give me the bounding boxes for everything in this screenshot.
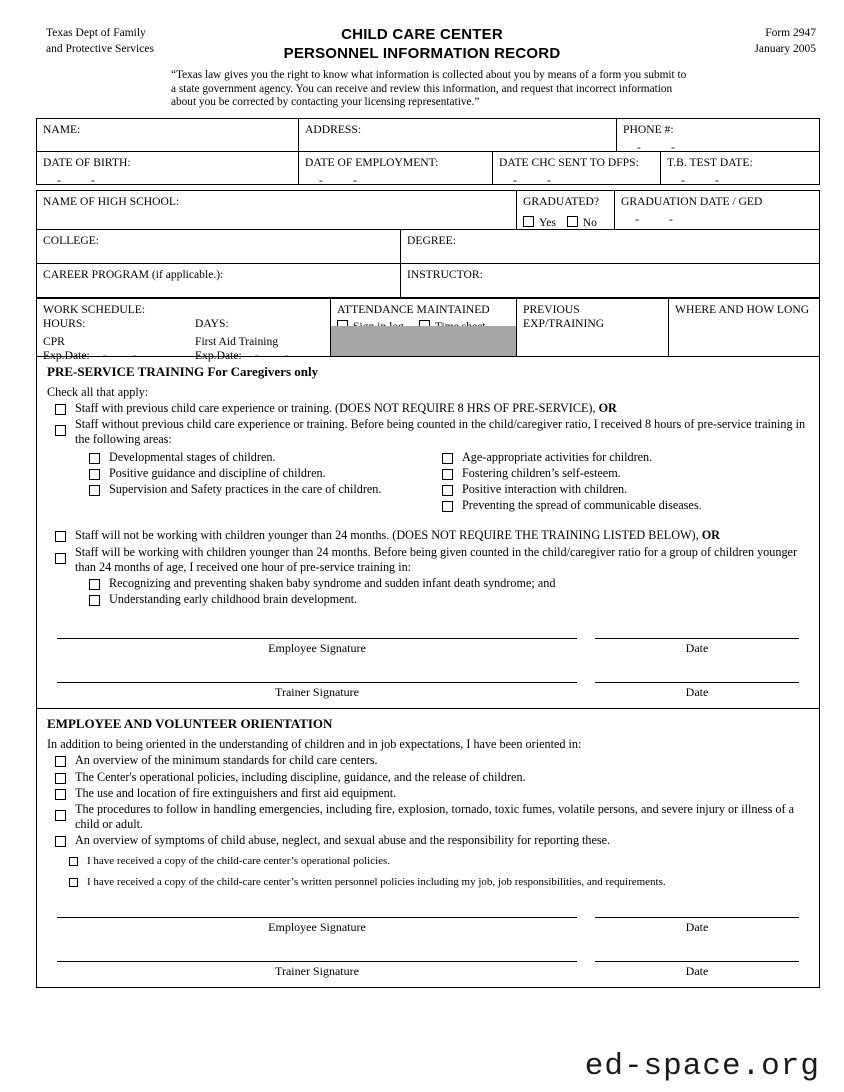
orientation-trainer-date-field[interactable]: Date	[595, 961, 799, 979]
orientation-item-checkbox[interactable]	[55, 789, 66, 800]
orientation-item[interactable]: The use and location of fire extinguishers and first aid equipment.	[47, 786, 809, 801]
preservice-option-c-checkbox[interactable]	[55, 531, 66, 542]
form-identifier	[754, 25, 816, 57]
chc-dashes: - -	[513, 174, 551, 187]
orientation-section	[36, 708, 820, 987]
education-table	[36, 190, 820, 298]
graduated-no-checkbox[interactable]	[567, 216, 578, 227]
education-row-college	[37, 230, 819, 264]
tb-dashes: - -	[681, 174, 719, 187]
preservice-area-checkbox[interactable]	[89, 469, 100, 480]
form-number: Form 2947	[765, 27, 816, 39]
orientation-item[interactable]: The Center's operational policies, including discipline, guidance, and the release of children.	[47, 770, 809, 785]
preservice-option-a-checkbox[interactable]	[55, 404, 66, 415]
orientation-subitem-checkbox[interactable]	[69, 857, 78, 866]
preservice-option-d-text: Staff will be working with children younger than 24 months. Before being given counted in the child/caregiver ratio for a group of children younger than 24 months of age, I received one hour of pre-service training in:	[75, 544, 798, 574]
field-career-program[interactable]: CAREER PROGRAM (if applicable.):	[37, 264, 401, 297]
preservice-area-item[interactable]: Preventing the spread of communicable diseases.	[442, 498, 809, 513]
preservice-employee-signature-field[interactable]: Employee Signature	[57, 638, 577, 656]
preservice-subitem[interactable]: Understanding early childhood brain development.	[47, 592, 809, 607]
preservice-subitem-checkbox[interactable]	[89, 579, 100, 590]
agency-line-2: and Protective Services	[46, 43, 154, 55]
preservice-employee-date-field[interactable]: Date	[595, 638, 799, 656]
orientation-employee-date-field[interactable]: Date	[595, 917, 799, 935]
preservice-training-section	[36, 356, 820, 708]
attendance-shaded-area	[331, 326, 516, 356]
field-high-school[interactable]: NAME OF HIGH SCHOOL:	[37, 191, 517, 229]
preservice-area-checkbox[interactable]	[442, 469, 453, 480]
identity-row-2	[37, 152, 819, 185]
preservice-area-item[interactable]: Supervision and Safety practices in the care of children.	[47, 482, 428, 497]
preservice-areas	[47, 450, 809, 515]
orientation-intro: In addition to being oriented in the understanding of children and in job expectations, I have been oriented in:	[47, 737, 582, 752]
form-date: January 2005	[754, 43, 816, 55]
orientation-item[interactable]: The procedures to follow in handling emergencies, including fire, explosion, tornado, toxic fumes, volatile persons, and severe injury or illness of a child or adult.	[47, 802, 809, 832]
first-aid-label: First Aid Training	[195, 335, 279, 348]
orientation-item-checkbox[interactable]	[55, 756, 66, 767]
cpr-label: CPR	[43, 335, 65, 348]
orientation-employee-signature-field[interactable]: Employee Signature	[57, 917, 577, 935]
hours-label: HOURS:	[43, 317, 86, 330]
preservice-option-a-text: Staff with previous child care experience or training. (DOES NOT REQUIRE 8 HRS OF PRE-SERVICE),	[75, 401, 599, 415]
legal-notice: “Texas law gives you the right to know what information is collected about you by means of a form you submit to a state government agency. You can receive and review this information, and request that incorrect information about you be corrected by contacting your licensing representative.”	[171, 69, 687, 109]
preservice-area-item[interactable]: Age-appropriate activities for children.	[442, 450, 809, 465]
field-college[interactable]: COLLEGE:	[37, 230, 401, 263]
field-degree[interactable]: DEGREE:	[407, 234, 456, 247]
preservice-option-a-or: OR	[598, 401, 617, 415]
form-title-line-2: PERSONNEL INFORMATION RECORD	[283, 45, 561, 62]
field-graduated[interactable]: GRADUATED? Yes No	[517, 191, 615, 229]
field-date-of-employment[interactable]: DATE OF EMPLOYMENT: - -	[299, 152, 493, 184]
phone-dashes: - -	[637, 141, 675, 154]
field-where-how-long[interactable]: WHERE AND HOW LONG	[675, 303, 810, 316]
orientation-item-checkbox[interactable]	[55, 836, 66, 847]
preservice-area-item[interactable]: Positive interaction with children.	[442, 482, 809, 497]
education-row-career	[37, 264, 819, 298]
preservice-option-a[interactable]	[47, 401, 809, 416]
preservice-signature-block	[47, 638, 809, 700]
employment-dashes: - -	[319, 174, 357, 187]
preservice-area-item[interactable]: Developmental stages of children.	[47, 450, 428, 465]
field-graduation-date[interactable]: GRADUATION DATE / GED - -	[615, 191, 819, 229]
identity-table	[36, 118, 820, 185]
preservice-trainer-signature-field[interactable]: Trainer Signature	[57, 682, 577, 700]
orientation-item[interactable]: An overview of symptoms of child abuse, neglect, and sexual abuse and the responsibility for reporting these.	[47, 833, 809, 848]
orientation-item-checkbox[interactable]	[55, 773, 66, 784]
preservice-areas-right	[428, 450, 809, 515]
orientation-trainer-signature-field[interactable]: Trainer Signature	[57, 961, 577, 979]
preservice-title: PRE-SERVICE TRAINING For Caregivers only	[47, 364, 319, 379]
field-tb-test-date[interactable]: T.B. TEST DATE: - -	[661, 152, 819, 184]
preservice-area-item[interactable]: Fostering children’s self-esteem.	[442, 466, 809, 481]
identity-row-1	[37, 119, 819, 152]
preservice-option-d[interactable]	[47, 545, 809, 575]
field-attendance-maintained[interactable]: ATTENDANCE MAINTAINED	[331, 299, 517, 356]
orientation-item-checkbox[interactable]	[55, 810, 66, 821]
orientation-signature-block	[47, 917, 809, 979]
preservice-subitem[interactable]: Recognizing and preventing shaken baby syndrome and sudden infant death syndrome; and	[47, 576, 809, 591]
graduated-no-label: No	[582, 216, 597, 229]
work-schedule-row	[37, 299, 819, 362]
agency-line-1: Texas Dept of Family	[46, 27, 146, 39]
preservice-option-c[interactable]	[47, 528, 809, 543]
graduated-yes-label: Yes	[539, 216, 556, 229]
preservice-option-d-checkbox[interactable]	[55, 553, 66, 564]
orientation-employee-signature-row	[57, 917, 799, 935]
preservice-subitem-checkbox[interactable]	[89, 595, 100, 606]
preservice-trainer-signature-row	[57, 682, 799, 700]
cpr-exp-date[interactable]: Exp.Date: - -	[43, 349, 137, 362]
preservice-area-checkbox[interactable]	[442, 501, 453, 512]
orientation-subitem[interactable]: I have received a copy of the child-care center’s operational policies.	[47, 854, 809, 869]
field-address[interactable]: ADDRESS:	[299, 119, 617, 151]
orientation-title: EMPLOYEE AND VOLUNTEER ORIENTATION	[47, 716, 333, 732]
preservice-option-b-checkbox[interactable]	[55, 425, 66, 436]
orientation-subitem-checkbox[interactable]	[69, 878, 78, 887]
field-instructor[interactable]: INSTRUCTOR:	[407, 268, 483, 281]
form-title	[0, 25, 844, 63]
field-previous-experience[interactable]: PREVIOUS EXP/TRAINING	[517, 299, 669, 356]
field-date-of-birth[interactable]: DATE OF BIRTH: - -	[37, 152, 299, 184]
preservice-option-b[interactable]	[47, 417, 809, 447]
preservice-area-checkbox[interactable]	[89, 485, 100, 496]
dob-dashes: - -	[57, 174, 95, 187]
education-row-highschool	[37, 191, 819, 230]
graduated-yes-checkbox[interactable]	[523, 216, 534, 227]
preservice-area-checkbox[interactable]	[442, 485, 453, 496]
field-work-schedule[interactable]: WORK SCHEDULE: HOURS: DAYS: CPR First Aid Training Exp.Date: - - Exp.Date: - -	[37, 299, 331, 356]
form-title-line-1: CHILD CARE CENTER	[341, 26, 503, 43]
preservice-option-c-or: OR	[701, 528, 720, 543]
field-phone[interactable]: PHONE #: - -	[617, 119, 819, 151]
orientation-trainer-signature-row	[57, 961, 799, 979]
preservice-employee-signature-row	[57, 638, 799, 656]
preservice-trainer-date-field[interactable]: Date	[595, 682, 799, 700]
preservice-option-c-text: Staff will not be working with children younger than 24 months. (DOES NOT REQUIRE THE TRAINING LISTED BELOW),	[75, 528, 702, 543]
work-schedule-table	[36, 298, 820, 362]
field-name[interactable]: NAME:	[37, 119, 299, 151]
preservice-area-item[interactable]: Positive guidance and discipline of children.	[47, 466, 428, 481]
field-date-chc-sent[interactable]: DATE CHC SENT TO DFPS: - -	[493, 152, 661, 184]
days-label: DAYS:	[195, 317, 229, 330]
preservice-check-all-label: Check all that apply:	[47, 385, 149, 399]
preservice-option-b-text: Staff without previous child care experience or training. Before being counted in the child/caregiver ratio, I received 8 hours of pre-service training in the following areas:	[75, 417, 806, 447]
orientation-item[interactable]: An overview of the minimum standards for child care centers.	[47, 753, 809, 768]
orientation-subitem[interactable]: I have received a copy of the child-care center’s written personnel policies including my job, job responsibilities, and requirements.	[47, 875, 809, 890]
preservice-areas-left	[47, 450, 428, 515]
preservice-area-checkbox[interactable]	[89, 453, 100, 464]
graduation-dashes: - -	[635, 213, 673, 226]
preservice-area-checkbox[interactable]	[442, 453, 453, 464]
first-aid-exp-date[interactable]: Exp.Date: - -	[195, 349, 289, 362]
site-watermark: ed-space.org	[584, 1049, 820, 1084]
page-header	[0, 0, 844, 118]
